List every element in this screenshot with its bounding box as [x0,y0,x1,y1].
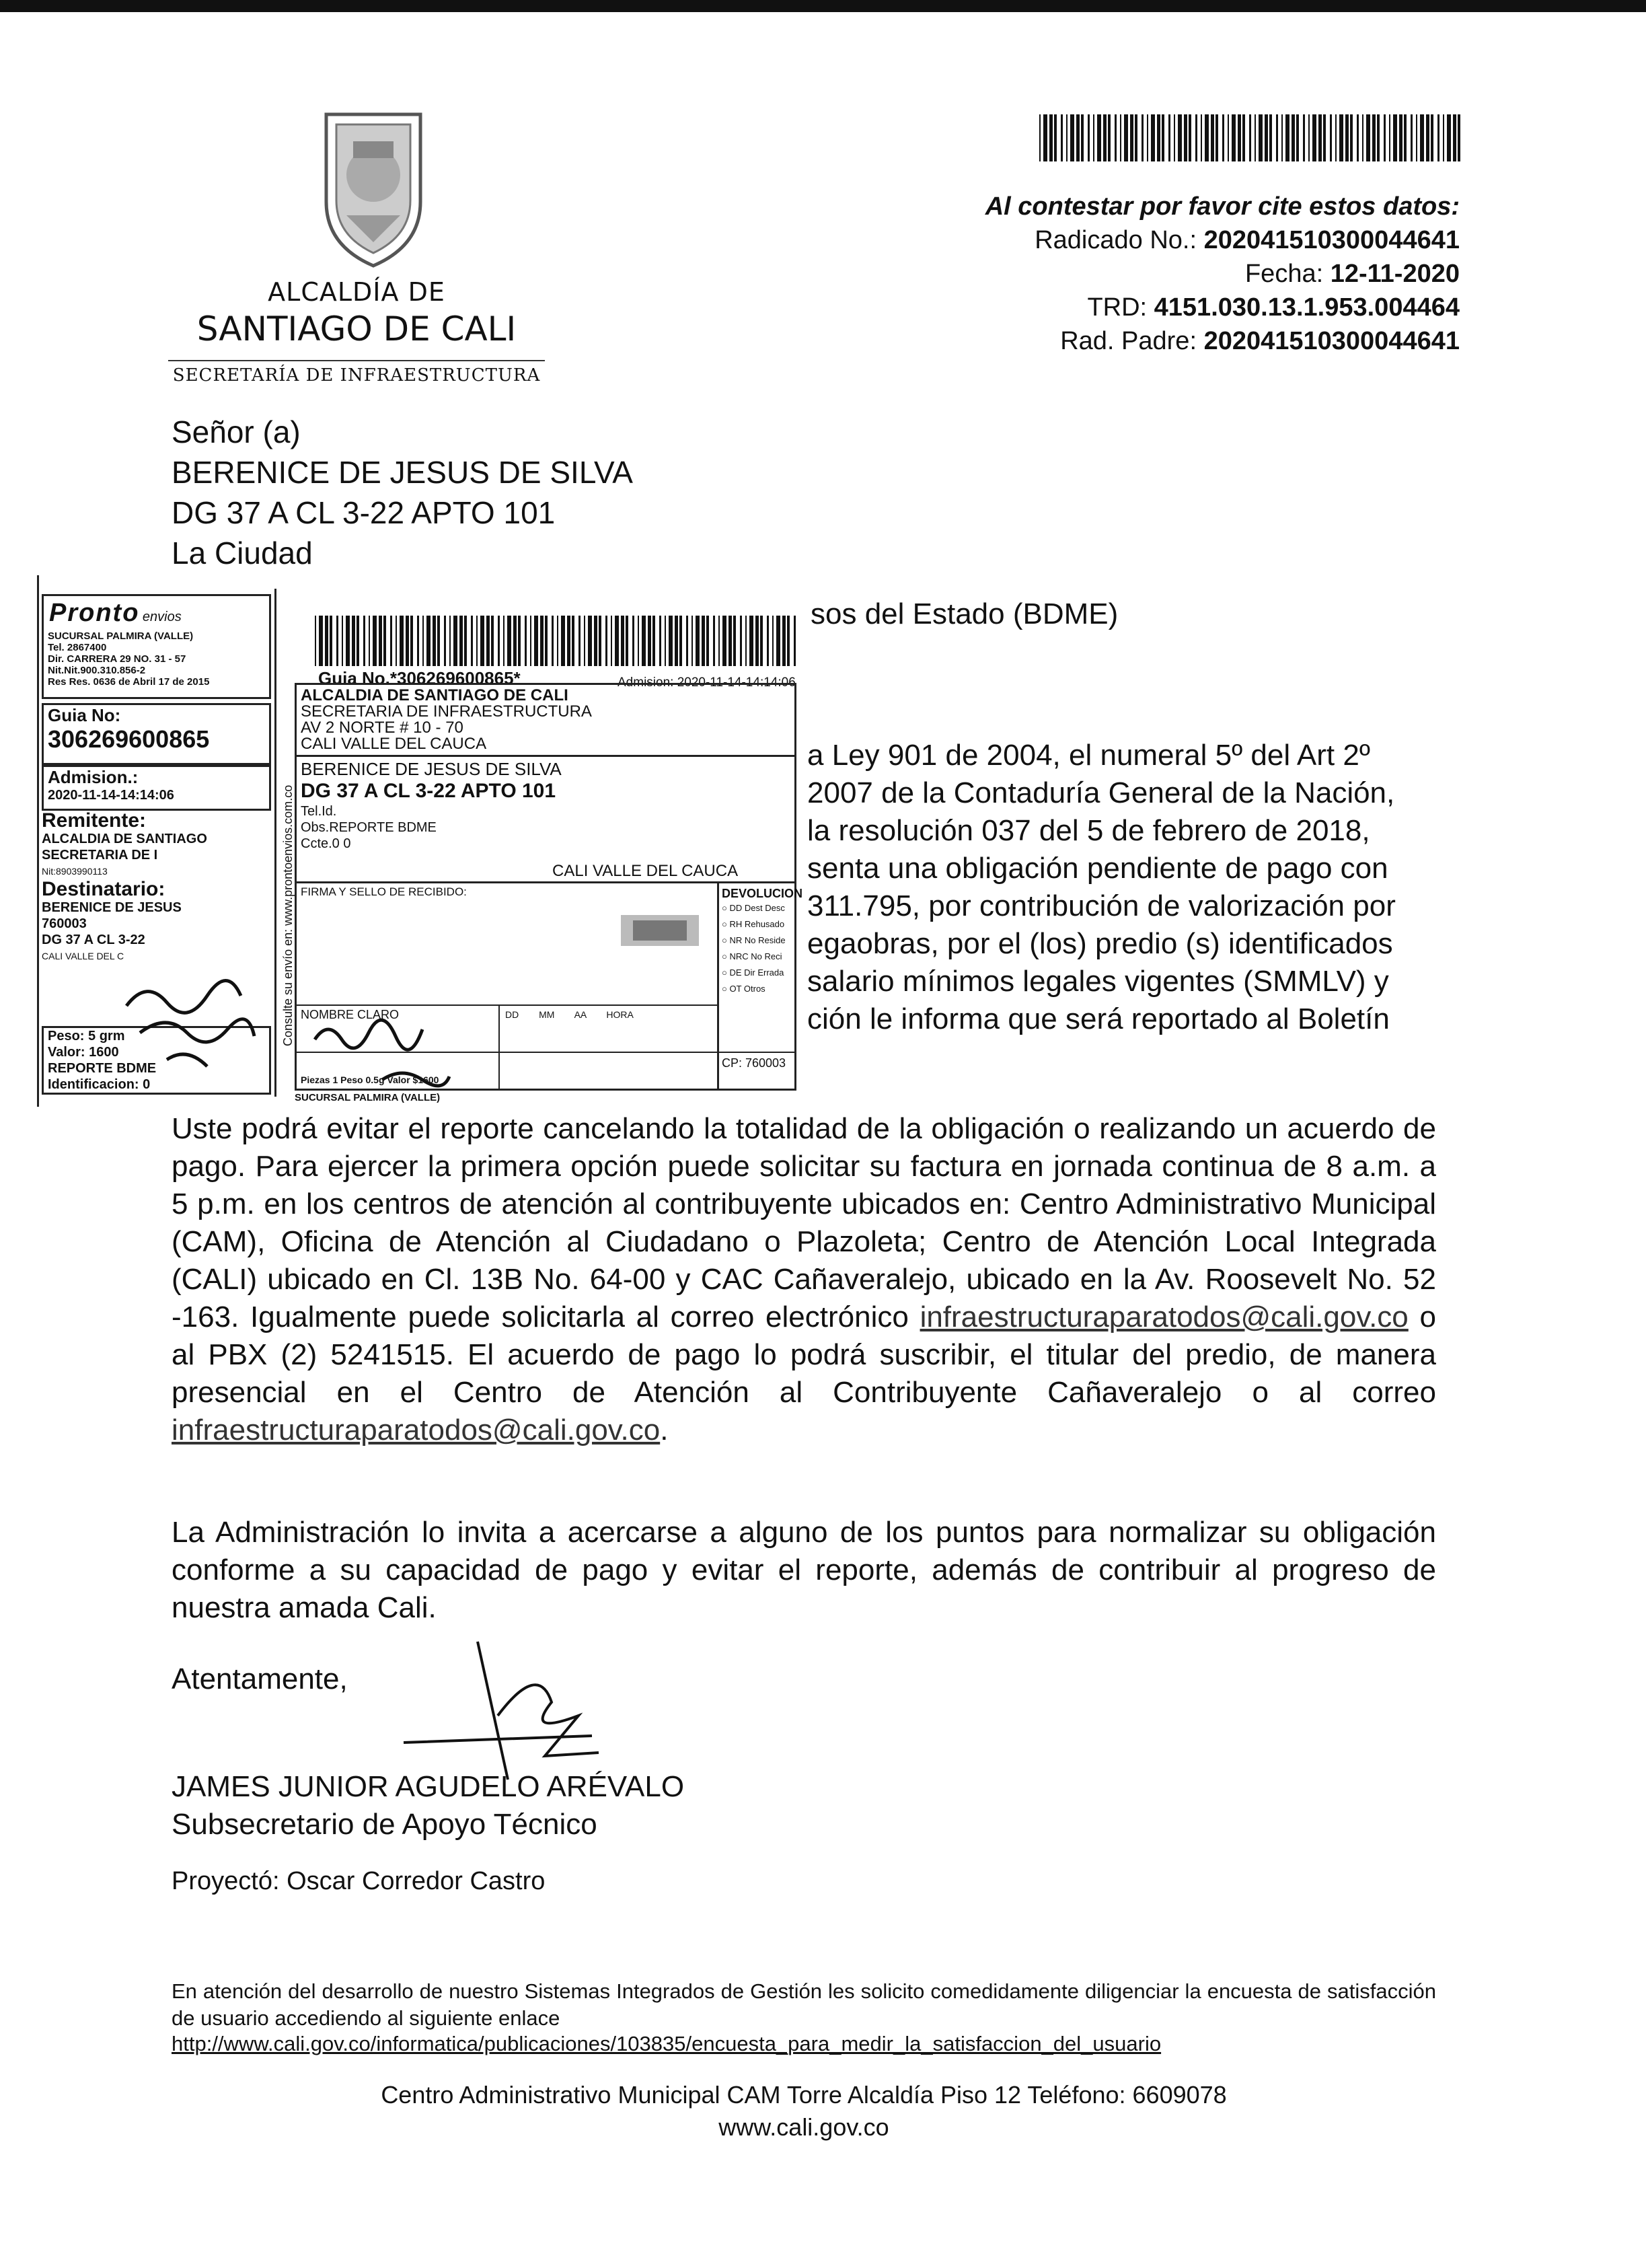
body-fragment-6: egaobras, por el (los) predio (s) identificados [807,927,1393,960]
admision-value: 2020-11-14-14:14:06 [48,788,174,803]
devolucion-option: ○ DD Dest Desc [722,903,785,913]
ccte: Ccte.0 0 [301,836,351,851]
devolucion-label: DEVOLUCION [722,887,803,900]
proyecto-line: Proyectó: Oscar Corredor Castro [172,1867,546,1895]
received-stamp [620,914,700,947]
signatory-block [172,1768,684,1843]
trd-line: TRD: 4151.030.13.1.953.004464 [1087,293,1460,322]
addressee-block [172,412,633,573]
remitente-label: Remitente: [42,809,147,832]
body-paragraph-2: La Administración lo invita a acercarse a alguno de los puntos para normalizar su obligación conforme a su capacidad de pago y evitar el reporte, además de contribuir al progreso de nuestra amada Cali. [172,1516,1436,1624]
reference-block [874,190,1460,358]
dir: Dir. CARRERA 29 NO. 31 - 57 [48,653,186,665]
body-fragment-2: 2007 de la Contaduría General de la Nación, [807,776,1395,809]
addressee-city: La Ciudad [172,536,313,571]
remitente-line1: ALCALDIA DE SANTIAGO [42,832,207,846]
sender-dept: SECRETARIA DE INFRAESTRUCTURA [301,702,592,721]
cp-label: CP: 760003 [722,1056,786,1070]
city-seal-icon [306,101,441,276]
admision-top: Admision: 2020-11-14-14:14:06 [618,675,796,690]
recipient-addr: DG 37 A CL 3-22 APTO 101 [301,780,556,802]
sender-name: ALCALDIA DE SANTIAGO DE CALI [301,686,568,704]
body-fragment-3: la resolución 037 del 5 de febrero de 2018, [807,814,1370,847]
org-line-1: ALCALDÍA DE [268,277,445,307]
destinatario-addr: DG 37 A CL 3-22 [42,932,145,947]
guia-number: 306269600865 [48,725,210,753]
salutation: Señor (a) [172,414,301,449]
body-fragment-7: salario mínimos legales vigentes (SMMLV) y [807,965,1389,998]
rad-padre-line: Rad. Padre: 202041510300044641 [1060,327,1460,355]
peso-label: Peso: [48,1029,85,1044]
brand-sub: envios [142,610,182,624]
signature-icon [377,1635,632,1783]
valor-label: Valor: [48,1045,85,1060]
addressee-address: DG 37 A CL 3-22 APTO 101 [172,495,556,530]
devolucion-option: ○ RH Rehusado [722,919,785,929]
email-link[interactable]: infraestructuraparatodos@cali.gov.co [920,1301,1409,1333]
guia-label: Guia No: [48,705,121,725]
tel: Tel. 2867400 [48,642,107,653]
devolucion-option: ○ DE Dir Errada [722,967,784,978]
devolucion-option: ○ NRC No Reci [722,951,782,961]
addressee-name: BERENICE DE JESUS DE SILVA [172,455,633,490]
fecha-cols: DD MM AA HORA [505,1009,634,1020]
body-paragraph-1: Uste podrá evitar el reporte cancelando la totalidad de la obligación o realizando un acuerdo de pago. Para ejercer la primera opción puede solicitar su factura en jornada continua de 8 a.m. a 5 p.m. en los centros de atención al contribuyente ubicados en: Centro Administrativo Municipal (CAM), Oficina de Atención al Ciudadano o Plazoleta; Centro de Atención Local Integrada (CALI) ubicado en Cl. 13B No. 64-00 y CAC Cañaveralejo, ubicado en la Av. Roosevelt No. 52 -163. Igualmente puede solicitarla al correo electrónico infraestructuraparatodos@cali.gov.co o al PBX (2) 5241515. El acuerdo de pago lo podrá suscribir, el titular del predio, de manera presencial en el Centro de Atención al Contribuyente Cañaveralejo o al correo infraestructuraparatodos@cali.gov.co. [172,1112,1436,1447]
guia-top: Guia No.*306269600865* [318,668,521,688]
sucursal-bottom: SUCURSAL PALMIRA (VALLE) [295,1092,441,1103]
destinatario-line1: BERENICE DE JESUS [42,900,182,915]
subject-fragment: sos del Estado (BDME) [811,597,1119,630]
devolucion-option: ○ NR No Reside [722,935,786,945]
recipient-name: BERENICE DE JESUS DE SILVA [301,759,562,779]
radicado-barcode [1039,114,1463,161]
peso-value: 5 grm [88,1029,125,1044]
sender-city: CALI VALLE DEL CAUCA [301,735,487,753]
identificacion-text: Identificacion: 0 [48,1077,151,1092]
handwritten-notes-icon [100,925,570,1100]
top-scan-edge [0,0,1646,12]
piezas-text: Piezas 1 Peso 0.5g Valor $1600 [301,1074,439,1085]
res: Res Res. 0636 de Abril 17 de 2015 [48,676,210,688]
signatory-title: Subsecretario de Apoyo Técnico [172,1808,597,1841]
label-vertical-text: Consulte su envío en: www.prontoenvios.com.co [281,784,295,1046]
closing: Atentamente, [172,1662,348,1695]
brand-logo: Pronto [49,599,140,627]
destinatario-cp: 760003 [42,916,87,931]
admision-label: Admision.: [48,767,139,787]
brand-box [42,594,271,699]
destinatario-label: Destinatario: [42,878,165,900]
org-line-2: SANTIAGO DE CALI [196,309,517,349]
sender-addr: AV 2 NORTE # 10 - 70 [301,719,463,737]
firma-label: FIRMA Y SELLO DE RECIBIDO: [301,885,467,898]
sucursal: SUCURSAL PALMIRA (VALLE) [48,630,194,642]
signatory-name: JAMES JUNIOR AGUDELO ARÉVALO [172,1770,685,1803]
radicado-line: Radicado No.: 202041510300044641 [1035,226,1460,254]
guia-barcode [315,616,799,666]
footer-address [172,2079,1436,2144]
footer-note: En atención del desarrollo de nuestro Sistemas Integrados de Gestión les solicito comedidamente diligenciar la encuesta de satisfacción de usuario accediendo al siguiente enlace [172,1979,1436,2030]
devolucion-option: ○ OT Otros [722,984,765,994]
footer-web[interactable]: www.cali.gov.co [718,2113,889,2141]
survey-link[interactable]: http://www.cali.gov.co/informatica/publicaciones/103835/encuesta_para_medir_la_satisfaccion_del_usuario [172,2032,1162,2055]
nit: Nit.Nit.900.310.856-2 [48,665,146,676]
reporte-text: REPORTE BDME [48,1061,157,1076]
body-fragment-1: a Ley 901 de 2004, el numeral 5º del Art 2º [807,739,1370,772]
courier-label [37,575,802,1107]
admision-box [42,765,271,811]
reference-heading: Al contestar por favor cite estos datos: [985,192,1460,221]
body-fragment-5: 311.795, por contribución de valorización por [807,889,1396,922]
valor-value: 1600 [89,1045,119,1060]
nombre-label: NOMBRE CLARO [301,1008,400,1021]
org-line-3: SECRETARÍA DE INFRAESTRUCTURA [168,360,545,386]
body-fragment-4: senta una obligación pendiente de pago con [807,852,1388,885]
fecha-line: Fecha: 12-11-2020 [1244,260,1460,288]
devolucion-list [722,900,786,997]
tel-id: Tel.Id. [301,804,337,819]
footer-cam: Centro Administrativo Municipal CAM Torre Alcaldía Piso 12 Teléfono: 6609078 [381,2081,1227,2109]
remitente-nit: Nit:8903990113 [42,866,108,877]
body-fragment-8: ción le informa que será reportado al Boletín [807,1002,1390,1035]
email-link[interactable]: infraestructuraparatodos@cali.gov.co [172,1414,661,1447]
remitente-line2: SECRETARIA DE I [42,848,158,863]
obs: Obs.REPORTE BDME [301,820,437,835]
recipient-city: CALI VALLE DEL CAUCA [552,862,739,880]
destinatario-city: CALI VALLE DEL C [42,951,124,961]
guia-box [42,703,271,765]
